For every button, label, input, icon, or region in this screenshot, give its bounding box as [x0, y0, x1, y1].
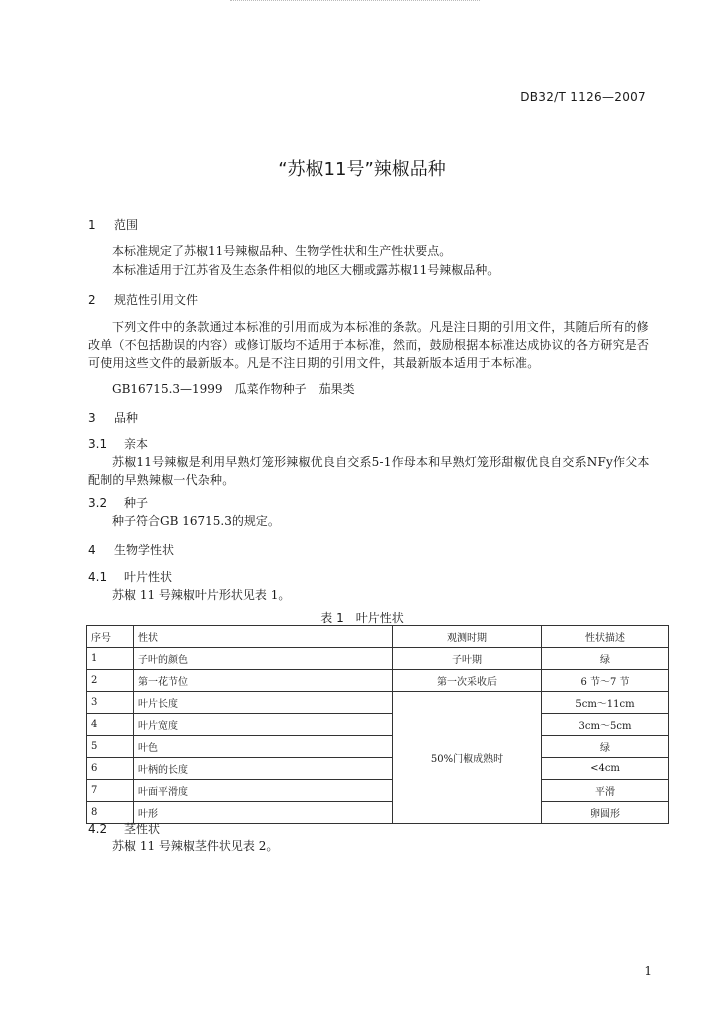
cell-no: 3 — [87, 692, 134, 714]
section-title: 种子 — [124, 496, 149, 510]
section-title: 叶片性状 — [124, 570, 173, 584]
section-number: 3.2 — [88, 496, 108, 510]
leaf-traits-table — [86, 625, 669, 824]
section-title: 生物学性状 — [114, 543, 175, 557]
cell-desc: 5cm～11cm — [542, 692, 669, 714]
section-title: 规范性引用文件 — [114, 293, 199, 307]
section-2-para: 下列文件中的条款通过本标准的引用而成为本标准的条款。凡是注日期的引用文件，其随后所有的修改单（不包括勘误的内容）或修订版均不适用于本标准，然而，鼓励根据本标准达成协议的各方研究是否可使用这些文件的最新版本。凡是不注日期的引用文件，其最新版本适用于本标准。 — [88, 320, 650, 370]
section-1-para-2: 本标准适用于江苏省及生态条件相似的地区大棚或露苏椒11号辣椒品种。 — [112, 263, 500, 277]
cell-no: 4 — [87, 714, 134, 736]
cell-desc: 6 节～7 节 — [542, 670, 669, 692]
section-3-heading — [88, 409, 138, 426]
table-header-row — [87, 626, 669, 648]
section-4-1-para: 苏椒 11 号辣椒叶片形状见表 1。 — [112, 588, 291, 602]
table-row — [87, 692, 669, 714]
section-number: 2 — [88, 293, 96, 307]
table-row — [87, 714, 669, 736]
header-trait: 性状 — [134, 626, 393, 648]
section-title: 品种 — [114, 411, 139, 425]
table-row — [87, 670, 669, 692]
cell-desc: 卵圆形 — [542, 802, 669, 824]
cell-desc: 3cm～5cm — [542, 714, 669, 736]
standard-code: DB32/T 1126—2007 — [520, 90, 646, 104]
cell-trait: 第一花节位 — [134, 670, 393, 692]
cell-no: 2 — [87, 670, 134, 692]
cell-trait: 叶色 — [134, 736, 393, 758]
section-4-1-heading — [88, 568, 172, 585]
section-1-heading — [88, 216, 138, 233]
header-period: 观测时期 — [393, 626, 542, 648]
header-desc: 性状描述 — [542, 626, 669, 648]
table-row — [87, 648, 669, 670]
section-number: 4.1 — [88, 570, 108, 584]
cell-desc: 绿 — [542, 648, 669, 670]
cell-period-merged: 50%门椒成熟时 — [393, 692, 542, 824]
section-number: 3 — [88, 411, 96, 425]
cell-no: 1 — [87, 648, 134, 670]
section-title: 范围 — [114, 218, 139, 232]
cell-no: 8 — [87, 802, 134, 824]
section-4-2-heading — [88, 820, 160, 837]
cell-desc: 绿 — [542, 736, 669, 758]
scan-top-artifact — [230, 0, 480, 3]
section-3-2-heading — [88, 494, 148, 511]
section-3-2-para: 种子符合GB 16715.3的规定。 — [112, 514, 280, 528]
section-number: 4.2 — [88, 822, 108, 836]
cell-trait: 叶柄的长度 — [134, 758, 393, 780]
section-number: 3.1 — [88, 437, 108, 451]
cell-trait: 叶片长度 — [134, 692, 393, 714]
cell-trait: 叶形 — [134, 802, 393, 824]
table-row — [87, 780, 669, 802]
cell-no: 6 — [87, 758, 134, 780]
cell-period: 第一次采收后 — [393, 670, 542, 692]
section-title: 亲本 — [124, 437, 149, 451]
section-number: 4 — [88, 543, 96, 557]
section-title: 茎性状 — [124, 822, 161, 836]
normative-reference: GB16715.3—1999 瓜菜作物种子 茄果类 — [112, 382, 355, 396]
cell-trait: 子叶的颜色 — [134, 648, 393, 670]
section-3-1-heading — [88, 435, 148, 452]
section-4-2-para: 苏椒 11 号辣椒茎件状见表 2。 — [112, 839, 279, 853]
page-number: 1 — [644, 964, 652, 978]
section-2-heading — [88, 291, 198, 308]
cell-period: 子叶期 — [393, 648, 542, 670]
table-row — [87, 758, 669, 780]
cell-no: 7 — [87, 780, 134, 802]
cell-desc: <4cm — [542, 758, 669, 780]
section-3-1-para: 苏椒11号辣椒是利用早熟灯笼形辣椒优良自交系5-1作母本和早熟灯笼形甜椒优良自交系NFy作父本配制的早熟辣椒一代杂种。 — [88, 455, 650, 487]
document-title: “苏椒11号”辣椒品种 — [278, 159, 446, 180]
section-4-heading — [88, 541, 174, 558]
cell-desc: 平滑 — [542, 780, 669, 802]
section-1-para-1: 本标准规定了苏椒11号辣椒品种、生物学性状和生产性状要点。 — [112, 244, 452, 258]
table-1-caption: 表 1 叶片性状 — [320, 611, 404, 625]
cell-trait: 叶面平滑度 — [134, 780, 393, 802]
header-no: 序号 — [87, 626, 134, 648]
cell-trait: 叶片宽度 — [134, 714, 393, 736]
table-row — [87, 802, 669, 824]
cell-no: 5 — [87, 736, 134, 758]
table-row — [87, 736, 669, 758]
section-number: 1 — [88, 218, 96, 232]
